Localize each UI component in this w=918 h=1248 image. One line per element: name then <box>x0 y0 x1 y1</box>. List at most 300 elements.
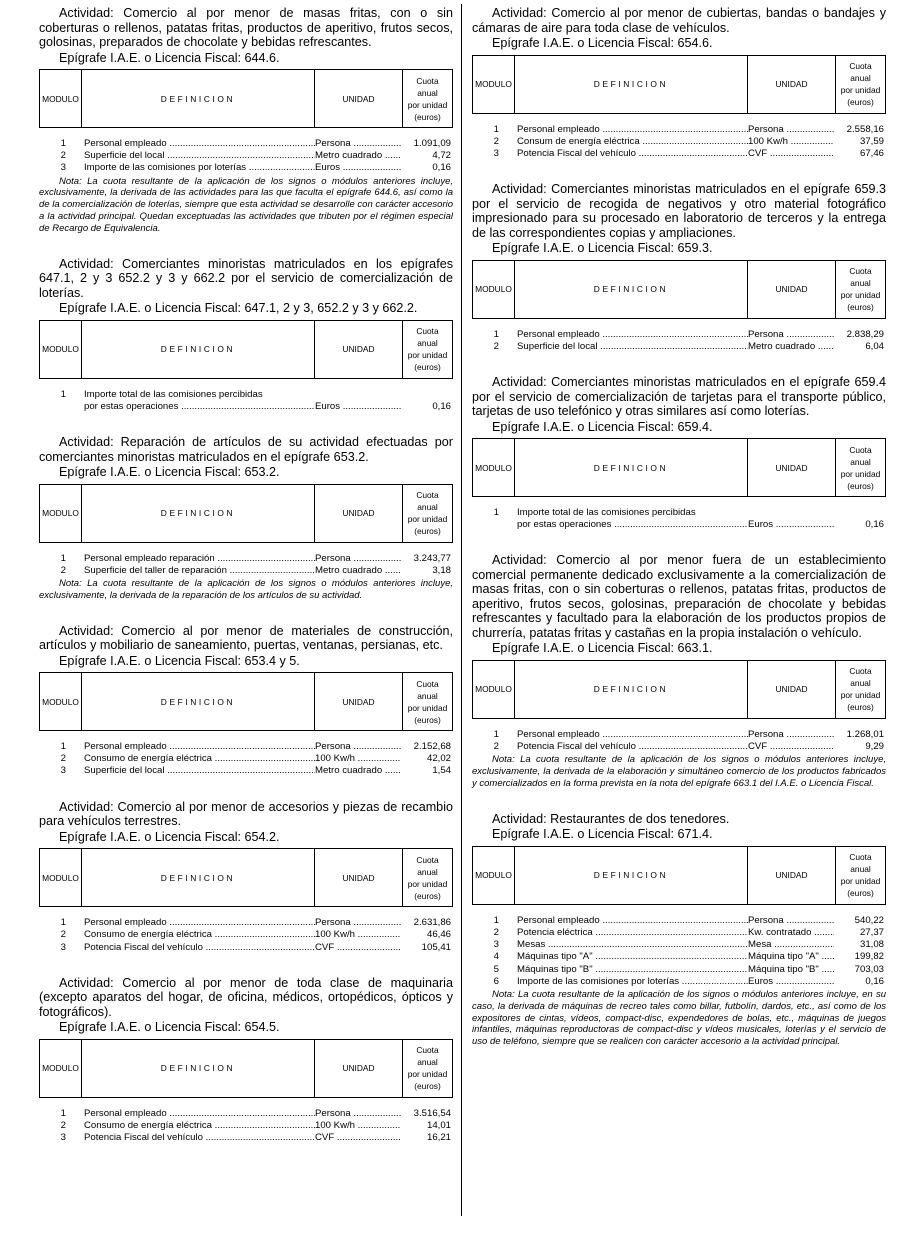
module-value: 6,04 <box>865 340 884 352</box>
header-unidad: UNIDAD <box>315 484 403 542</box>
module-value: 0,16 <box>865 975 884 987</box>
header-cuota <box>836 846 886 904</box>
header-cuota-line: (euros) <box>847 702 874 713</box>
module-row <box>39 929 453 941</box>
module-definition: Personal empleado reparación ..... <box>84 553 315 565</box>
activity-description: Actividad: Comerciantes minoristas matriculados en el epígrafe 659.4 por el servicio de comercialización de tarjetas para el transporte público, tarjetas de uso telefónico y otras similares así como loterías. <box>472 375 886 419</box>
module-value: 199,82 <box>854 951 884 963</box>
module-row <box>472 341 886 353</box>
module-row <box>472 729 886 741</box>
module-definition: por estas operaciones ..... <box>517 519 748 531</box>
header-cuota-line: por unidad <box>840 468 881 479</box>
module-rows <box>39 389 453 413</box>
module-unit: Persona ..... <box>315 553 401 565</box>
module-number: 1 <box>60 741 66 752</box>
module-unit: Euros ..... <box>748 519 834 531</box>
module-unit: Persona ..... <box>315 741 401 753</box>
header-cuota-line: anual <box>417 690 438 701</box>
module-rows <box>472 729 886 753</box>
header-modulo: MODULO <box>40 320 82 378</box>
header-cuota-line: Cuota <box>849 444 872 455</box>
module-number: 2 <box>60 564 66 576</box>
header-cuota-line: (euros) <box>847 97 874 107</box>
activity-section <box>39 800 453 954</box>
header-definicion: DEFINICION <box>515 55 748 113</box>
activity-description: Actividad: Reparación de artículos de su actividad efectuadas por comerciantes minoristas matriculados en el epígrafe 653.2. <box>39 435 453 464</box>
module-number: 3 <box>493 147 499 159</box>
module-unit: Persona ..... <box>315 917 401 929</box>
module-unit: 100 Kw/h ..... <box>315 753 401 765</box>
header-modulo: MODULO <box>473 660 515 718</box>
header-definicion: DEFINICION <box>515 660 748 718</box>
header-cuota-line: anual <box>850 73 871 83</box>
module-unit: 100 Kw/h ..... <box>315 929 401 941</box>
module-number: 1 <box>493 728 499 740</box>
module-number: 1 <box>60 1107 66 1119</box>
header-unidad: UNIDAD <box>748 55 836 113</box>
module-number: 1 <box>60 917 66 929</box>
module-row <box>472 136 886 148</box>
header-cuota-line: Cuota <box>849 61 872 71</box>
module-number: 2 <box>60 150 66 162</box>
header-cuota-line: anual <box>417 338 438 349</box>
module-unit: CVF ..... <box>315 942 401 954</box>
module-rows <box>472 124 886 161</box>
header-unidad: UNIDAD <box>315 70 403 128</box>
epigrafe-label: Epígrafe I.A.E. o Licencia Fiscal: 659.4. <box>492 419 713 434</box>
module-number: 6 <box>493 975 499 987</box>
module-row <box>472 939 886 951</box>
module-value: 2.152,68 <box>413 741 451 752</box>
module-unit: Euros ..... <box>748 976 834 988</box>
module-row <box>39 753 453 765</box>
header-definicion: DEFINICION <box>82 849 315 907</box>
section-note: Nota: La cuota resultante de la aplicación de los signos o módulos anteriores incluye, exclusivamente, la derivada de la elaboración y simultáneo comercio de los productos fabricados y comercializados en la forma prevista en la nota del epígrafe 663.1 del I.A.E. o Licencia Fiscal. <box>472 754 886 789</box>
modules-table <box>472 846 886 905</box>
header-cuota-line: por unidad <box>840 290 881 301</box>
module-number: 3 <box>60 162 66 174</box>
module-row <box>39 553 453 565</box>
module-number: 3 <box>60 1132 66 1144</box>
module-number: 2 <box>493 135 499 147</box>
module-rows <box>472 507 886 531</box>
module-unit: Persona ..... <box>748 915 834 927</box>
modules-table <box>39 484 453 543</box>
header-cuota-line: (euros) <box>414 526 441 536</box>
activity-section <box>472 182 886 353</box>
header-cuota-line: anual <box>417 87 438 98</box>
header-cuota-line: Cuota <box>416 326 439 337</box>
module-unit: Kw. contratado ..... <box>748 927 834 939</box>
module-row <box>472 964 886 976</box>
header-cuota-line: Cuota <box>849 852 872 863</box>
module-row <box>472 915 886 927</box>
module-row <box>472 976 886 988</box>
module-definition: Potencia eléctrica ..... <box>517 927 748 939</box>
activity-section <box>39 257 453 413</box>
module-row <box>472 951 886 963</box>
module-number <box>39 401 84 413</box>
module-rows <box>39 741 453 778</box>
modules-table <box>472 55 886 114</box>
module-row <box>39 765 453 777</box>
module-number <box>472 519 517 531</box>
module-value: 2.558,16 <box>846 123 884 135</box>
module-value: 31,08 <box>859 939 884 951</box>
module-unit: Metro cuadrado ..... <box>315 150 401 162</box>
header-cuota-line: (euros) <box>414 890 441 901</box>
module-definition: Superficie del local ..... <box>84 765 315 777</box>
module-definition: por estas operaciones ..... <box>84 401 315 413</box>
module-number: 1 <box>60 138 66 149</box>
header-unidad: UNIDAD <box>315 673 403 731</box>
module-unit: Euros ..... <box>315 162 401 174</box>
section-note: Nota: La cuota resultante de la aplicación de los signos o módulos anteriores incluye, exclusivamente, la derivada de la reparación de los artículos de su actividad. <box>39 577 453 601</box>
modules-table <box>39 1039 453 1098</box>
header-cuota-line: por unidad <box>840 85 881 95</box>
module-value: 0,16 <box>865 519 884 531</box>
module-unit: Metro cuadrado ..... <box>315 565 401 577</box>
header-cuota-line: anual <box>850 278 871 289</box>
column-divider <box>461 4 462 1216</box>
module-number: 3 <box>60 765 66 777</box>
header-definicion: DEFINICION <box>515 439 748 497</box>
epigrafe-label: Epígrafe I.A.E. o Licencia Fiscal: 653.2. <box>59 465 280 479</box>
module-value: 67,46 <box>859 147 884 159</box>
module-definition: Potencia Fiscal del vehículo ..... <box>517 741 748 753</box>
module-value: 1,54 <box>432 765 451 777</box>
module-definition: Consum de energía eléctrica ..... <box>517 136 748 148</box>
module-definition: Personal empleado ..... <box>517 729 748 741</box>
header-cuota <box>403 484 453 542</box>
header-unidad: UNIDAD <box>748 660 836 718</box>
epigrafe-label: Epígrafe I.A.E. o Licencia Fiscal: 671.4. <box>492 827 713 842</box>
module-value: 2.631,86 <box>413 917 451 929</box>
header-cuota-line: (euros) <box>847 302 874 313</box>
header-unidad: UNIDAD <box>748 846 836 904</box>
module-definition: Personal empleado ..... <box>84 741 315 753</box>
header-cuota-line: por unidad <box>407 99 448 110</box>
header-unidad: UNIDAD <box>748 260 836 318</box>
module-value: 27,37 <box>859 926 884 938</box>
header-cuota-line: Cuota <box>416 1045 439 1056</box>
module-value: 42,02 <box>426 753 451 765</box>
header-cuota-line: anual <box>850 678 871 689</box>
header-cuota <box>836 660 886 718</box>
epigrafe-label: Epígrafe I.A.E. o Licencia Fiscal: 644.6. <box>59 50 280 65</box>
module-definition: Importe de las comisiones por loterías ..... <box>84 162 315 174</box>
module-value <box>834 507 886 519</box>
activity-description: Actividad: Comerciantes minoristas matriculados en el epígrafe 659.3 por el servicio de recogida de negativos y otro material fotográfico impresionado para su procesado en laboratorio de terceros y la entrega de las correspondientes copias y ampliaciones. <box>472 182 886 240</box>
header-modulo: MODULO <box>473 260 515 318</box>
header-cuota-line: Cuota <box>849 666 872 677</box>
header-cuota-line: (euros) <box>847 480 874 491</box>
module-number: 1 <box>60 552 66 564</box>
module-row <box>39 162 453 174</box>
module-unit: Máquina tipo "B" ..... <box>748 964 834 976</box>
header-cuota-line: (euros) <box>414 111 441 122</box>
activity-description: Actividad: Restaurantes de dos tenedores. <box>492 811 730 826</box>
module-definition: Mesas ..... <box>517 939 748 951</box>
activity-section <box>472 812 886 1048</box>
module-unit: Metro cuadrado ..... <box>315 765 401 777</box>
module-definition: Personal empleado ..... <box>84 1108 315 1120</box>
module-value: 3.516,54 <box>413 1107 451 1119</box>
activity-description: Actividad: Comercio al por menor de cubiertas, bandas o bandajes y cámaras de aire para toda clase de vehículos. <box>472 6 886 35</box>
epigrafe-label: Epígrafe I.A.E. o Licencia Fiscal: 647.1, 2 y 3, 652.2 y 3 y 662.2. <box>59 301 418 316</box>
module-number: 2 <box>493 926 499 938</box>
module-row <box>39 150 453 162</box>
module-value: 1.268,01 <box>846 728 884 740</box>
header-cuota <box>403 70 453 128</box>
module-value: 37,59 <box>859 135 884 147</box>
header-cuota-line: anual <box>417 866 438 877</box>
module-definition: Consumo de energía eléctrica ..... <box>84 1120 315 1132</box>
header-cuota-line: anual <box>850 864 871 875</box>
modules-table <box>39 69 453 128</box>
module-row <box>39 741 453 753</box>
module-unit: 100 Kw/h ..... <box>315 1120 401 1132</box>
module-number: 1 <box>60 388 66 400</box>
header-definicion: DEFINICION <box>82 1039 315 1097</box>
module-value: 16,21 <box>426 1132 451 1144</box>
module-definition: Máquinas tipo "A" ..... <box>517 951 748 963</box>
module-value: 9,29 <box>865 741 884 753</box>
section-note: Nota: La cuota resultante de la aplicación de los signos o módulos anteriores incluye, exclusivamente, la derivada de las actividades para las que faculta el epígrafe 644.6, así como la de la comercialización de loterías, siempre que esta actividad se desarrolle con carácter accesorio a la actividad principal. Quedan exceptuadas las actividades que tributen por el régimen especial de Recargo de Equivalencia. <box>39 175 453 234</box>
module-definition: Potencia Fiscal del vehículo ..... <box>84 1132 315 1144</box>
module-definition: Consumo de energía eléctrica ..... <box>84 929 315 941</box>
module-definition: Personal empleado ..... <box>84 917 315 929</box>
header-cuota-line: por unidad <box>407 878 448 889</box>
header-definicion: DEFINICION <box>82 673 315 731</box>
module-unit: 100 Kw/h ..... <box>748 136 834 148</box>
header-cuota <box>403 673 453 731</box>
left-column <box>39 6 453 1166</box>
module-value: 0,16 <box>432 400 451 412</box>
activity-description: Actividad: Comerciantes minoristas matriculados en los epígrafes 647.1, 2 y 3 652.2 y 3 y 662.2 por el servicio de comercialización de loterías. <box>39 256 453 300</box>
header-definicion: DEFINICION <box>82 70 315 128</box>
header-cuota <box>403 1039 453 1097</box>
module-row <box>472 927 886 939</box>
header-modulo: MODULO <box>473 846 515 904</box>
module-unit: CVF ..... <box>748 741 834 753</box>
module-row <box>39 565 453 577</box>
module-definition: Personal empleado ..... <box>84 138 315 150</box>
header-cuota <box>836 260 886 318</box>
header-modulo: MODULO <box>40 849 82 907</box>
header-modulo: MODULO <box>40 673 82 731</box>
module-unit: Euros ..... <box>315 401 401 413</box>
module-value: 1.091,09 <box>413 138 451 149</box>
header-modulo: MODULO <box>473 439 515 497</box>
header-cuota-line: Cuota <box>416 854 439 865</box>
module-definition: Personal empleado ..... <box>517 124 748 136</box>
module-unit: Persona ..... <box>748 729 834 741</box>
module-row <box>472 741 886 753</box>
header-modulo: MODULO <box>40 1039 82 1097</box>
header-cuota-line: (euros) <box>414 362 441 373</box>
module-row <box>39 389 453 401</box>
header-definicion: DEFINICION <box>82 320 315 378</box>
module-rows <box>39 1108 453 1145</box>
module-number: 1 <box>493 123 499 135</box>
module-number: 1 <box>493 328 499 340</box>
module-row <box>39 1132 453 1144</box>
module-row <box>472 124 886 136</box>
header-cuota-line: por unidad <box>407 702 448 713</box>
module-rows <box>472 329 886 353</box>
header-cuota-line: por unidad <box>840 876 881 887</box>
module-definition: Potencia Fiscal del vehículo ..... <box>84 942 315 954</box>
header-modulo: MODULO <box>40 70 82 128</box>
module-definition: Superficie del local ..... <box>84 150 315 162</box>
module-number: 1 <box>493 914 499 926</box>
module-unit: Metro cuadrado ..... <box>748 341 834 353</box>
module-row <box>39 401 453 413</box>
header-cuota-line: (euros) <box>414 714 441 725</box>
right-column <box>472 6 886 1070</box>
section-note: Nota: La cuota resultante de la aplicación de los signos o módulos anteriores incluye, en su caso, la derivada de máquinas de recreo tales como billar, futbolín, dardos, etc., así como de los expositores de cintas, vídeos, compact-disc, expendedores de bolas, etc., máquinas de juegos infantiles, máquinas reproductoras de compact-disc y vídeos musicales, loterías y el servicio de uso de teléfono, siempre que se realicen con carácter accesorio a la actividad principal. <box>472 988 886 1048</box>
module-value: 14,01 <box>426 1119 451 1131</box>
module-row <box>472 507 886 519</box>
header-unidad: UNIDAD <box>748 439 836 497</box>
module-value: 105,41 <box>421 941 451 953</box>
module-definition: Superficie del taller de reparación ..... <box>84 565 315 577</box>
activity-section <box>472 553 886 789</box>
module-number: 2 <box>493 741 499 753</box>
module-number: 1 <box>493 507 499 519</box>
module-number: 4 <box>493 951 499 963</box>
module-definition: Personal empleado ..... <box>517 915 748 927</box>
module-number: 3 <box>493 939 499 951</box>
header-cuota-line: por unidad <box>407 514 448 524</box>
modules-table <box>472 438 886 497</box>
module-unit: Persona ..... <box>748 124 834 136</box>
activity-section <box>39 6 453 235</box>
module-value: 2.838,29 <box>846 328 884 340</box>
header-cuota-line: Cuota <box>849 266 872 277</box>
activity-description: Actividad: Comercio al por menor fuera de un establecimiento comercial permanente dedicado exclusivamente a la comercialización de masas fritas, con o sin coberturas o rellenos, patatas fritas, productos de aperitivo, frutos secos, golosinas, preparación de chocolate y bebidas refrescantes y facultado para la elaboración de los productos propios de churrería, patatas fritas y castañas en la propia instalación o vehículo. <box>472 553 886 640</box>
activity-section <box>472 6 886 160</box>
module-row <box>472 329 886 341</box>
header-cuota <box>836 439 886 497</box>
header-modulo: MODULO <box>473 55 515 113</box>
module-definition: Máquinas tipo "B" ..... <box>517 964 748 976</box>
module-row <box>39 942 453 954</box>
activity-section <box>39 624 453 778</box>
header-cuota-line: anual <box>850 456 871 467</box>
activity-description: Actividad: Comercio al por menor de materiales de construcción, artículos y mobiliario de saneamiento, puertas, ventanas, persianas, etc. <box>39 623 453 652</box>
header-cuota-line: Cuota <box>416 490 439 500</box>
module-number: 2 <box>60 1119 66 1131</box>
epigrafe-label: Epígrafe I.A.E. o Licencia Fiscal: 654.5. <box>59 1020 280 1035</box>
activity-description: Actividad: Comercio al por menor de toda clase de maquinaria (excepto aparatos del hogar, de oficina, médicos, ortopédicos, ópticos y fotográficos). <box>39 975 453 1019</box>
header-cuota-line: por unidad <box>407 350 448 361</box>
module-number: 2 <box>60 753 66 765</box>
header-modulo: MODULO <box>40 484 82 542</box>
epigrafe-label: Epígrafe I.A.E. o Licencia Fiscal: 663.1. <box>492 641 713 656</box>
activity-section <box>39 976 453 1145</box>
modules-table <box>39 320 453 379</box>
module-row <box>472 148 886 160</box>
header-cuota-line: por unidad <box>407 1069 448 1080</box>
module-number: 5 <box>493 963 499 975</box>
modules-table <box>39 672 453 731</box>
header-cuota-line: anual <box>417 1057 438 1068</box>
module-value: 46,46 <box>426 929 451 941</box>
module-rows <box>39 553 453 577</box>
module-definition: Superficie del local ..... <box>517 341 748 353</box>
module-number: 3 <box>60 941 66 953</box>
module-definition: Importe total de las comisiones percibidas <box>84 388 263 400</box>
module-definition: Importe de las comisiones por loterías ..... <box>517 976 748 988</box>
module-number: 2 <box>493 340 499 352</box>
activity-description: Actividad: Comercio al por menor de accesorios y piezas de recambio para vehículos terrestres. <box>39 799 453 829</box>
module-number: 2 <box>60 929 66 941</box>
header-cuota-line: anual <box>417 502 438 512</box>
header-cuota-line: Cuota <box>416 75 439 86</box>
module-unit <box>315 389 401 401</box>
activity-section <box>472 375 886 531</box>
module-value: 0,16 <box>432 162 451 174</box>
header-definicion: DEFINICION <box>515 260 748 318</box>
activity-description: Actividad: Comercio al por menor de masas fritas, con o sin coberturas o rellenos, patatas fritas, productos de aperitivo, frutos secos, golosinas, preparados de chocolate y bebidas refrescantes. <box>39 6 453 49</box>
module-value: 3.243,77 <box>413 552 451 564</box>
modules-table <box>472 260 886 319</box>
module-value: 703,03 <box>854 963 884 975</box>
header-cuota <box>403 320 453 378</box>
header-cuota-line: Cuota <box>416 678 439 689</box>
module-unit: CVF ..... <box>748 148 834 160</box>
module-row <box>472 519 886 531</box>
epigrafe-label: Epígrafe I.A.E. o Licencia Fiscal: 659.3. <box>492 241 713 256</box>
module-unit: Máquina tipo "A" ..... <box>748 951 834 963</box>
module-value: 4,72 <box>432 150 451 162</box>
modules-table <box>39 848 453 907</box>
header-unidad: UNIDAD <box>315 849 403 907</box>
header-cuota <box>836 55 886 113</box>
module-definition: Personal empleado ..... <box>517 329 748 341</box>
module-unit: CVF ..... <box>315 1132 401 1144</box>
module-definition: Potencia Fiscal del vehículo ..... <box>517 148 748 160</box>
header-cuota-line: por unidad <box>840 690 881 701</box>
epigrafe-label: Epígrafe I.A.E. o Licencia Fiscal: 654.6. <box>492 36 713 50</box>
module-row <box>39 917 453 929</box>
module-unit: Mesa ..... <box>748 939 834 951</box>
module-unit: Persona ..... <box>315 1108 401 1120</box>
module-row <box>39 1120 453 1132</box>
module-rows <box>39 138 453 175</box>
module-row <box>39 138 453 150</box>
activity-section <box>39 435 453 602</box>
module-definition: Importe total de las comisiones percibidas <box>517 507 696 519</box>
module-definition: Consumo de energía eléctrica ..... <box>84 753 315 765</box>
module-rows <box>472 915 886 988</box>
header-definicion: DEFINICION <box>82 484 315 542</box>
module-rows <box>39 917 453 954</box>
module-unit: Persona ..... <box>748 329 834 341</box>
module-value <box>401 389 453 401</box>
module-value: 3,18 <box>432 564 451 576</box>
header-cuota-line: (euros) <box>414 1081 441 1092</box>
module-value: 540,22 <box>854 914 884 926</box>
header-cuota <box>403 849 453 907</box>
epigrafe-label: Epígrafe I.A.E. o Licencia Fiscal: 654.2. <box>59 829 280 844</box>
header-definicion: DEFINICION <box>515 846 748 904</box>
module-row <box>39 1108 453 1120</box>
header-unidad: UNIDAD <box>315 1039 403 1097</box>
module-unit: Persona ..... <box>315 138 401 150</box>
